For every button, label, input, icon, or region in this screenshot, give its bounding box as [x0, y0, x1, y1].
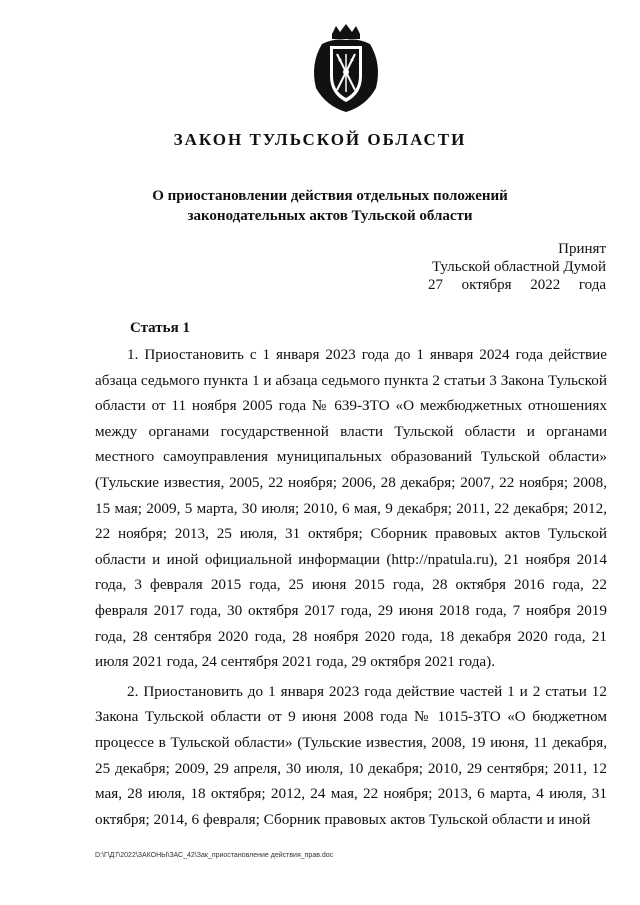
article-paragraph-1: 1. Приостановить с 1 января 2023 года до 1 января 2024 года действие абзаца седьмого пункта 1 и абзаца седьмого пункта 2 статьи 3 Закона Тульской области от 11 ноября 2005 года № 639-ЗТО «О межбюджетных отношениях между органами государственной власти Тульской области и органами местного самоуправления муниципальных образований Тульской области» (Тульские известия, 2005, 22 ноября; 2006, 28 декабря; 2007, 22 ноября; 2008, 15 мая; 2009, 5 марта, 30 июля; 2010, 6 мая, 9 декабря; 2011, 22 декабря; 2012, 22 ноября; 2013, 25 июля, 31 октября; Сборник правовых актов Тульской области и иной официальной информации (http://npatula.ru), 21 ноября 2014 года, 3 февраля 2015 года, 25 июня 2015 года, 28 октября 2016 года, 22 февраля 2017 года, 30 октября 2017 года, 29 июня 2018 года, 7 ноября 2019 года, 28 сентября 2020 года, 28 ноября 2020 года, 18 декабря 2020 года, 21 июля 2021 года, 24 сентября 2021 года, 29 октября 2021 года).	[95, 346, 607, 671]
article-paragraph-2: 2. Приостановить до 1 января 2023 года действие частей 1 и 2 статьи 12 Закона Тульской области от 9 июня 2008 года № 1015-ЗТО «О бюджетном процессе в Тульской области» (Тульские известия, 2008, 19 июня, 11 декабря, 25 декабря; 2009, 29 апреля, 30 июля, 10 декабря; 2010, 29 сентября; 2011, 12 мая, 28 июля, 18 октября; 2012, 24 мая, 22 ноября; 2013, 6 марта, 4 июля, 31 октября; 2014, 6 февраля; Сборник правовых актов Тульской области и иной	[95, 682, 607, 828]
adoption-year-word: года	[578, 277, 606, 293]
law-subject-line-2: законодательных актов Тульской области	[187, 208, 473, 224]
adopted-by: Тульской областной Думой	[431, 259, 606, 275]
adoption-block	[400, 240, 606, 294]
coat-of-arms-emblem	[308, 24, 384, 114]
file-path-footer: D:\Г\Д7\2022\ЗАКОНЫ\ЗАС_42\Зак_приостановление действия_прав.doc	[95, 852, 334, 859]
adoption-year: 2022	[530, 277, 561, 293]
law-subject-line-1: О приостановлении действия отдельных положений	[152, 188, 508, 204]
article-body	[95, 342, 607, 836]
law-subject	[80, 186, 580, 226]
adoption-month: октября	[461, 277, 512, 293]
adoption-day: 27	[428, 277, 443, 293]
law-title: ЗАКОН ТУЛЬСКОЙ ОБЛАСТИ	[173, 130, 467, 149]
adopted-label: Принят	[558, 241, 606, 257]
article-title: Статья 1	[130, 320, 190, 336]
adoption-date	[400, 276, 606, 294]
